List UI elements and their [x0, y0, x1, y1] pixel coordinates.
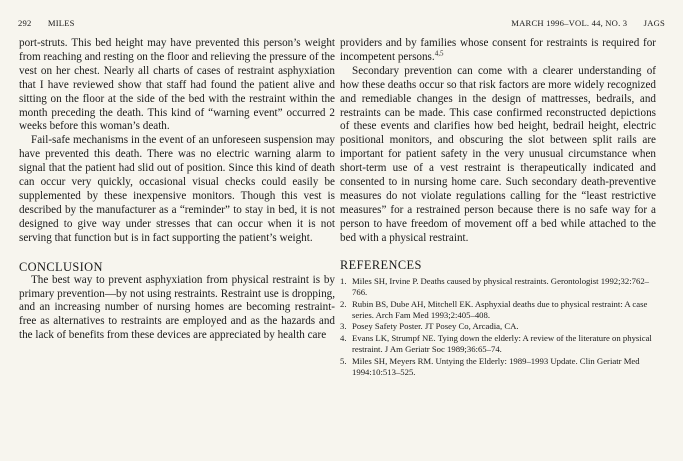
reference-list [340, 276, 656, 379]
reference-text: Miles SH, Irvine P. Deaths caused by physical restraints. Gerontologist 1992;32:762–766. [352, 275, 650, 297]
reference-item [340, 321, 656, 332]
citation-superscript: 4,5 [434, 49, 444, 58]
reference-number: 5. [340, 356, 347, 367]
body-paragraph: port-struts. This bed height may have prevented this person’s weight from reaching and resting on the floor and relieving the pressure of the vest on her chest. Nearly all charts of cases of restraint asphyxiation that I have reviewed show that staff had found the patient alive and sitting on the floor at the side of the bed with the restraint within the month preceding the death. This kind of “warning event” occurred 2 weeks before this woman’s death. [19, 37, 335, 133]
reference-number: 2. [340, 298, 347, 309]
section-heading-conclusion: CONCLUSION [19, 259, 103, 274]
body-paragraph: The best way to prevent asphyxiation from physical restraint is by primary prevention—by not using restraints. Restraint use is dropping, and an increasing number of nursing homes are becoming restraint-free as alternatives to restraints are employed and as the hazards and the lack of benefits from these devices are appreciated by health care [19, 273, 335, 342]
reference-item [340, 356, 656, 378]
reference-item [340, 333, 656, 355]
reference-text: Evans LK, Strumpf NE. Tying down the elderly: A review of the literature on physical restraint. J Am Geriatr Soc 1989;36:65–74. [352, 333, 652, 355]
right-column [340, 37, 656, 379]
body-paragraph: Secondary prevention can come with a clearer understanding of how these deaths occur so that risk factors are more widely recognized and remediable changes in the design of mattresses, bedrails, and restraints can be made. This case confirmed reconstructed depictions of these events and clarifies how bed height, bedrail height, electric positional monitors, and obscuring the slot between split rails are important for patient safety in the very unusual circumstance when short-term use of a vest restraint is therapeutically indicated and consented to in nursing home care. Such secondary death-preventive measures do not violate regulations calling for the “least restrictive measures” for a restrained person because there is no safe way for a person to have freedom of movement off a bed while attached to the bed with a physical restraint. [340, 64, 656, 244]
reference-text: Miles SH, Meyers RM. Untying the Elderly: 1989–1993 Update. Clin Geriatr Med 1994:10:513–525. [352, 356, 640, 378]
reference-number: 1. [340, 275, 347, 286]
reference-number: 3. [340, 321, 347, 332]
reference-text: Posey Safety Poster. JT Posey Co, Arcadia, CA. [352, 321, 519, 332]
issue-info: MARCH 1996–VOL. 44, NO. 3 [511, 18, 628, 28]
page-number: 292 [18, 18, 32, 28]
reference-item [340, 299, 656, 321]
left-column [19, 37, 335, 343]
body-paragraph: providers and by families whose consent for restraints is required for incompetent persons.$^{4,5}$ [340, 37, 656, 63]
reference-item [340, 276, 656, 298]
author-name: MILES [47, 18, 75, 28]
running-head [18, 18, 665, 28]
body-paragraph: Fail-safe mechanisms in the event of an unforeseen suspension may have prevented this death. There was no electric warning alarm to signal that the patient had slid out of position. Since this kind of death can occur very quickly, occasional visual checks could easily be supplemented by these inexpensive monitors. Though this vest is described by the manufacturer as a “reminder” to stay in bed, it is not designed to give way under stresses that can occur when it is not serving that function but is in fact supporting the patient’s weight. [19, 134, 335, 244]
section-heading-references: REFERENCES [340, 257, 422, 272]
journal-name: JAGS [643, 18, 665, 28]
reference-number: 4. [340, 333, 347, 344]
reference-text: Rubin BS, Dube AH, Mitchell EK. Asphyxial deaths due to physical restraint: A case series. Arch Fam Med 1993;2:405–408. [352, 298, 648, 320]
